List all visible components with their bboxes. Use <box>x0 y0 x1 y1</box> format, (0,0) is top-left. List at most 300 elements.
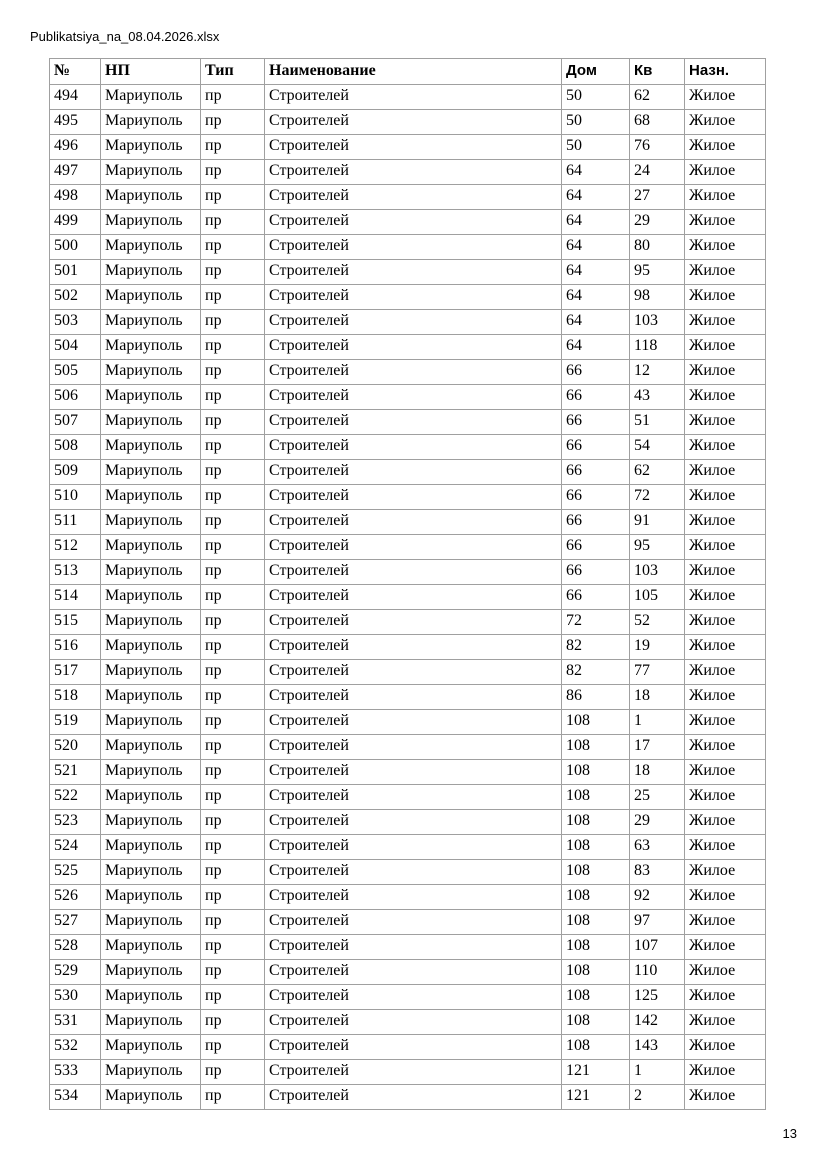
cell-apartment: 2 <box>630 1085 685 1110</box>
cell-number: 513 <box>50 560 101 585</box>
cell-name: Строителей <box>265 310 562 335</box>
cell-number: 525 <box>50 860 101 885</box>
cell-number: 499 <box>50 210 101 235</box>
cell-purpose: Жилое <box>685 835 766 860</box>
cell-house: 66 <box>562 560 630 585</box>
header-house: Дом <box>562 59 630 85</box>
cell-number: 510 <box>50 485 101 510</box>
cell-name: Строителей <box>265 460 562 485</box>
table-row <box>50 485 766 510</box>
cell-apartment: 43 <box>630 385 685 410</box>
cell-type: пр <box>201 510 265 535</box>
cell-settlement: Мариуполь <box>101 560 201 585</box>
cell-house: 108 <box>562 960 630 985</box>
cell-settlement: Мариуполь <box>101 935 201 960</box>
cell-settlement: Мариуполь <box>101 535 201 560</box>
cell-name: Строителей <box>265 335 562 360</box>
cell-name: Строителей <box>265 885 562 910</box>
cell-number: 497 <box>50 160 101 185</box>
cell-number: 501 <box>50 260 101 285</box>
cell-type: пр <box>201 285 265 310</box>
cell-type: пр <box>201 985 265 1010</box>
cell-apartment: 18 <box>630 685 685 710</box>
cell-apartment: 27 <box>630 185 685 210</box>
cell-house: 64 <box>562 235 630 260</box>
cell-purpose: Жилое <box>685 1010 766 1035</box>
cell-name: Строителей <box>265 585 562 610</box>
cell-number: 518 <box>50 685 101 710</box>
header-settlement: НП <box>101 59 201 85</box>
cell-type: пр <box>201 185 265 210</box>
cell-type: пр <box>201 635 265 660</box>
cell-number: 531 <box>50 1010 101 1035</box>
cell-number: 507 <box>50 410 101 435</box>
cell-settlement: Мариуполь <box>101 260 201 285</box>
cell-apartment: 51 <box>630 410 685 435</box>
cell-type: пр <box>201 910 265 935</box>
table-row <box>50 810 766 835</box>
cell-apartment: 103 <box>630 310 685 335</box>
table-header <box>50 59 766 85</box>
cell-house: 72 <box>562 610 630 635</box>
cell-number: 503 <box>50 310 101 335</box>
cell-house: 66 <box>562 535 630 560</box>
table-row <box>50 785 766 810</box>
header-apartment: Кв <box>630 59 685 85</box>
cell-house: 64 <box>562 285 630 310</box>
cell-name: Строителей <box>265 1035 562 1060</box>
cell-name: Строителей <box>265 385 562 410</box>
cell-settlement: Мариуполь <box>101 1060 201 1085</box>
cell-house: 108 <box>562 935 630 960</box>
cell-type: пр <box>201 410 265 435</box>
cell-apartment: 103 <box>630 560 685 585</box>
cell-settlement: Мариуполь <box>101 760 201 785</box>
cell-apartment: 95 <box>630 260 685 285</box>
cell-name: Строителей <box>265 285 562 310</box>
cell-type: пр <box>201 610 265 635</box>
cell-house: 108 <box>562 785 630 810</box>
cell-type: пр <box>201 260 265 285</box>
cell-apartment: 63 <box>630 835 685 860</box>
cell-house: 66 <box>562 510 630 535</box>
table-row <box>50 360 766 385</box>
cell-apartment: 24 <box>630 160 685 185</box>
cell-purpose: Жилое <box>685 610 766 635</box>
table-row <box>50 985 766 1010</box>
cell-name: Строителей <box>265 560 562 585</box>
cell-type: пр <box>201 585 265 610</box>
cell-name: Строителей <box>265 1010 562 1035</box>
cell-name: Строителей <box>265 985 562 1010</box>
cell-purpose: Жилое <box>685 760 766 785</box>
cell-purpose: Жилое <box>685 110 766 135</box>
cell-purpose: Жилое <box>685 935 766 960</box>
cell-settlement: Мариуполь <box>101 235 201 260</box>
cell-name: Строителей <box>265 960 562 985</box>
header-purpose: Назн. <box>685 59 766 85</box>
table-body <box>50 85 766 1110</box>
cell-number: 509 <box>50 460 101 485</box>
cell-name: Строителей <box>265 735 562 760</box>
cell-number: 523 <box>50 810 101 835</box>
cell-house: 64 <box>562 335 630 360</box>
cell-apartment: 54 <box>630 435 685 460</box>
cell-type: пр <box>201 360 265 385</box>
cell-house: 108 <box>562 1035 630 1060</box>
cell-number: 534 <box>50 1085 101 1110</box>
cell-type: пр <box>201 960 265 985</box>
cell-settlement: Мариуполь <box>101 885 201 910</box>
cell-settlement: Мариуполь <box>101 910 201 935</box>
cell-purpose: Жилое <box>685 960 766 985</box>
cell-apartment: 143 <box>630 1035 685 1060</box>
cell-number: 526 <box>50 885 101 910</box>
table-row <box>50 460 766 485</box>
cell-purpose: Жилое <box>685 85 766 110</box>
cell-house: 64 <box>562 210 630 235</box>
cell-type: пр <box>201 1035 265 1060</box>
table-row <box>50 835 766 860</box>
table-row <box>50 435 766 460</box>
cell-number: 532 <box>50 1035 101 1060</box>
cell-settlement: Мариуполь <box>101 735 201 760</box>
table-row <box>50 885 766 910</box>
table-row <box>50 210 766 235</box>
cell-number: 494 <box>50 85 101 110</box>
table-row <box>50 385 766 410</box>
cell-purpose: Жилое <box>685 735 766 760</box>
table-row <box>50 610 766 635</box>
cell-house: 108 <box>562 910 630 935</box>
table-row <box>50 560 766 585</box>
cell-house: 64 <box>562 260 630 285</box>
cell-number: 527 <box>50 910 101 935</box>
cell-name: Строителей <box>265 110 562 135</box>
cell-apartment: 19 <box>630 635 685 660</box>
cell-name: Строителей <box>265 1085 562 1110</box>
cell-settlement: Мариуполь <box>101 860 201 885</box>
cell-house: 82 <box>562 635 630 660</box>
cell-settlement: Мариуполь <box>101 210 201 235</box>
cell-purpose: Жилое <box>685 985 766 1010</box>
table-row <box>50 410 766 435</box>
cell-purpose: Жилое <box>685 885 766 910</box>
table-row <box>50 185 766 210</box>
cell-apartment: 105 <box>630 585 685 610</box>
cell-apartment: 97 <box>630 910 685 935</box>
cell-type: пр <box>201 760 265 785</box>
cell-settlement: Мариуполь <box>101 660 201 685</box>
cell-purpose: Жилое <box>685 160 766 185</box>
cell-house: 66 <box>562 410 630 435</box>
cell-settlement: Мариуполь <box>101 785 201 810</box>
cell-name: Строителей <box>265 435 562 460</box>
cell-name: Строителей <box>265 160 562 185</box>
table-row <box>50 160 766 185</box>
cell-settlement: Мариуполь <box>101 635 201 660</box>
cell-type: пр <box>201 85 265 110</box>
cell-purpose: Жилое <box>685 135 766 160</box>
cell-settlement: Мариуполь <box>101 1035 201 1060</box>
cell-name: Строителей <box>265 360 562 385</box>
cell-purpose: Жилое <box>685 810 766 835</box>
cell-name: Строителей <box>265 510 562 535</box>
cell-settlement: Мариуполь <box>101 410 201 435</box>
cell-apartment: 125 <box>630 985 685 1010</box>
cell-house: 108 <box>562 985 630 1010</box>
table-row <box>50 1010 766 1035</box>
cell-house: 108 <box>562 860 630 885</box>
cell-number: 533 <box>50 1060 101 1085</box>
cell-apartment: 29 <box>630 210 685 235</box>
cell-settlement: Мариуполь <box>101 960 201 985</box>
cell-house: 108 <box>562 810 630 835</box>
header-number: № <box>50 59 101 85</box>
cell-apartment: 107 <box>630 935 685 960</box>
cell-name: Строителей <box>265 810 562 835</box>
cell-apartment: 18 <box>630 760 685 785</box>
header-row <box>50 59 766 85</box>
cell-number: 516 <box>50 635 101 660</box>
cell-apartment: 83 <box>630 860 685 885</box>
cell-name: Строителей <box>265 210 562 235</box>
cell-house: 108 <box>562 835 630 860</box>
cell-purpose: Жилое <box>685 710 766 735</box>
cell-settlement: Мариуполь <box>101 160 201 185</box>
data-table <box>49 58 766 1110</box>
cell-purpose: Жилое <box>685 785 766 810</box>
cell-type: пр <box>201 735 265 760</box>
cell-house: 108 <box>562 710 630 735</box>
table-row <box>50 235 766 260</box>
cell-type: пр <box>201 535 265 560</box>
cell-name: Строителей <box>265 610 562 635</box>
cell-apartment: 91 <box>630 510 685 535</box>
cell-number: 522 <box>50 785 101 810</box>
cell-apartment: 29 <box>630 810 685 835</box>
table-row <box>50 760 766 785</box>
cell-type: пр <box>201 235 265 260</box>
cell-apartment: 80 <box>630 235 685 260</box>
cell-settlement: Мариуполь <box>101 85 201 110</box>
cell-name: Строителей <box>265 535 562 560</box>
cell-purpose: Жилое <box>685 360 766 385</box>
cell-name: Строителей <box>265 760 562 785</box>
cell-settlement: Мариуполь <box>101 510 201 535</box>
cell-purpose: Жилое <box>685 860 766 885</box>
cell-apartment: 98 <box>630 285 685 310</box>
cell-house: 108 <box>562 760 630 785</box>
cell-type: пр <box>201 460 265 485</box>
cell-purpose: Жилое <box>685 435 766 460</box>
table-row <box>50 635 766 660</box>
cell-purpose: Жилое <box>685 310 766 335</box>
cell-house: 66 <box>562 385 630 410</box>
cell-purpose: Жилое <box>685 660 766 685</box>
table-row <box>50 660 766 685</box>
cell-number: 528 <box>50 935 101 960</box>
cell-type: пр <box>201 885 265 910</box>
cell-name: Строителей <box>265 710 562 735</box>
table-row <box>50 735 766 760</box>
cell-apartment: 1 <box>630 1060 685 1085</box>
cell-name: Строителей <box>265 660 562 685</box>
cell-apartment: 92 <box>630 885 685 910</box>
cell-settlement: Мариуполь <box>101 310 201 335</box>
cell-purpose: Жилое <box>685 1060 766 1085</box>
cell-name: Строителей <box>265 685 562 710</box>
table-row <box>50 1085 766 1110</box>
cell-settlement: Мариуполь <box>101 835 201 860</box>
cell-house: 108 <box>562 1010 630 1035</box>
cell-house: 64 <box>562 160 630 185</box>
cell-purpose: Жилое <box>685 460 766 485</box>
table-row <box>50 110 766 135</box>
header-name: Наименование <box>265 59 562 85</box>
cell-type: пр <box>201 335 265 360</box>
cell-settlement: Мариуполь <box>101 810 201 835</box>
cell-number: 521 <box>50 760 101 785</box>
header-type: Тип <box>201 59 265 85</box>
cell-settlement: Мариуполь <box>101 360 201 385</box>
cell-name: Строителей <box>265 910 562 935</box>
cell-type: пр <box>201 835 265 860</box>
cell-house: 66 <box>562 585 630 610</box>
cell-settlement: Мариуполь <box>101 435 201 460</box>
cell-number: 495 <box>50 110 101 135</box>
cell-name: Строителей <box>265 860 562 885</box>
cell-number: 514 <box>50 585 101 610</box>
table-row <box>50 910 766 935</box>
cell-purpose: Жилое <box>685 560 766 585</box>
cell-apartment: 12 <box>630 360 685 385</box>
cell-settlement: Мариуполь <box>101 285 201 310</box>
cell-house: 66 <box>562 360 630 385</box>
cell-apartment: 118 <box>630 335 685 360</box>
table-row <box>50 310 766 335</box>
table-row <box>50 960 766 985</box>
cell-type: пр <box>201 210 265 235</box>
cell-house: 86 <box>562 685 630 710</box>
table-row <box>50 535 766 560</box>
page-number: 13 <box>782 1126 797 1141</box>
cell-purpose: Жилое <box>685 485 766 510</box>
cell-purpose: Жилое <box>685 260 766 285</box>
cell-type: пр <box>201 935 265 960</box>
cell-house: 64 <box>562 310 630 335</box>
table-row <box>50 1035 766 1060</box>
cell-type: пр <box>201 1060 265 1085</box>
cell-type: пр <box>201 485 265 510</box>
table-row <box>50 260 766 285</box>
cell-settlement: Мариуполь <box>101 110 201 135</box>
cell-purpose: Жилое <box>685 1035 766 1060</box>
cell-name: Строителей <box>265 235 562 260</box>
cell-apartment: 62 <box>630 460 685 485</box>
cell-number: 504 <box>50 335 101 360</box>
table-row <box>50 1060 766 1085</box>
cell-settlement: Мариуполь <box>101 385 201 410</box>
cell-apartment: 72 <box>630 485 685 510</box>
cell-purpose: Жилое <box>685 585 766 610</box>
cell-apartment: 110 <box>630 960 685 985</box>
cell-number: 512 <box>50 535 101 560</box>
cell-type: пр <box>201 560 265 585</box>
cell-house: 66 <box>562 435 630 460</box>
cell-type: пр <box>201 135 265 160</box>
cell-apartment: 142 <box>630 1010 685 1035</box>
cell-type: пр <box>201 435 265 460</box>
cell-apartment: 17 <box>630 735 685 760</box>
cell-apartment: 62 <box>630 85 685 110</box>
file-title: Publikatsiya_na_08.04.2026.xlsx <box>30 29 220 44</box>
cell-purpose: Жилое <box>685 385 766 410</box>
cell-type: пр <box>201 810 265 835</box>
cell-name: Строителей <box>265 85 562 110</box>
cell-number: 508 <box>50 435 101 460</box>
cell-number: 505 <box>50 360 101 385</box>
cell-number: 515 <box>50 610 101 635</box>
table-row <box>50 685 766 710</box>
cell-number: 517 <box>50 660 101 685</box>
cell-type: пр <box>201 1085 265 1110</box>
cell-purpose: Жилое <box>685 185 766 210</box>
cell-name: Строителей <box>265 485 562 510</box>
cell-house: 121 <box>562 1085 630 1110</box>
cell-number: 519 <box>50 710 101 735</box>
cell-house: 64 <box>562 185 630 210</box>
cell-purpose: Жилое <box>685 410 766 435</box>
cell-apartment: 95 <box>630 535 685 560</box>
cell-purpose: Жилое <box>685 910 766 935</box>
table-row <box>50 710 766 735</box>
cell-type: пр <box>201 310 265 335</box>
cell-purpose: Жилое <box>685 1085 766 1110</box>
cell-type: пр <box>201 685 265 710</box>
cell-type: пр <box>201 1010 265 1035</box>
cell-type: пр <box>201 660 265 685</box>
cell-name: Строителей <box>265 260 562 285</box>
cell-type: пр <box>201 785 265 810</box>
cell-settlement: Мариуполь <box>101 460 201 485</box>
cell-number: 496 <box>50 135 101 160</box>
cell-purpose: Жилое <box>685 685 766 710</box>
cell-apartment: 76 <box>630 135 685 160</box>
cell-name: Строителей <box>265 135 562 160</box>
cell-purpose: Жилое <box>685 510 766 535</box>
cell-settlement: Мариуполь <box>101 710 201 735</box>
cell-name: Строителей <box>265 635 562 660</box>
cell-settlement: Мариуполь <box>101 685 201 710</box>
cell-number: 498 <box>50 185 101 210</box>
table-row <box>50 285 766 310</box>
table-row <box>50 85 766 110</box>
cell-name: Строителей <box>265 410 562 435</box>
table-row <box>50 585 766 610</box>
cell-apartment: 77 <box>630 660 685 685</box>
cell-number: 502 <box>50 285 101 310</box>
cell-type: пр <box>201 160 265 185</box>
cell-house: 66 <box>562 460 630 485</box>
cell-number: 506 <box>50 385 101 410</box>
cell-settlement: Мариуполь <box>101 1085 201 1110</box>
table-row <box>50 935 766 960</box>
cell-number: 520 <box>50 735 101 760</box>
cell-type: пр <box>201 710 265 735</box>
cell-house: 50 <box>562 110 630 135</box>
cell-name: Строителей <box>265 1060 562 1085</box>
